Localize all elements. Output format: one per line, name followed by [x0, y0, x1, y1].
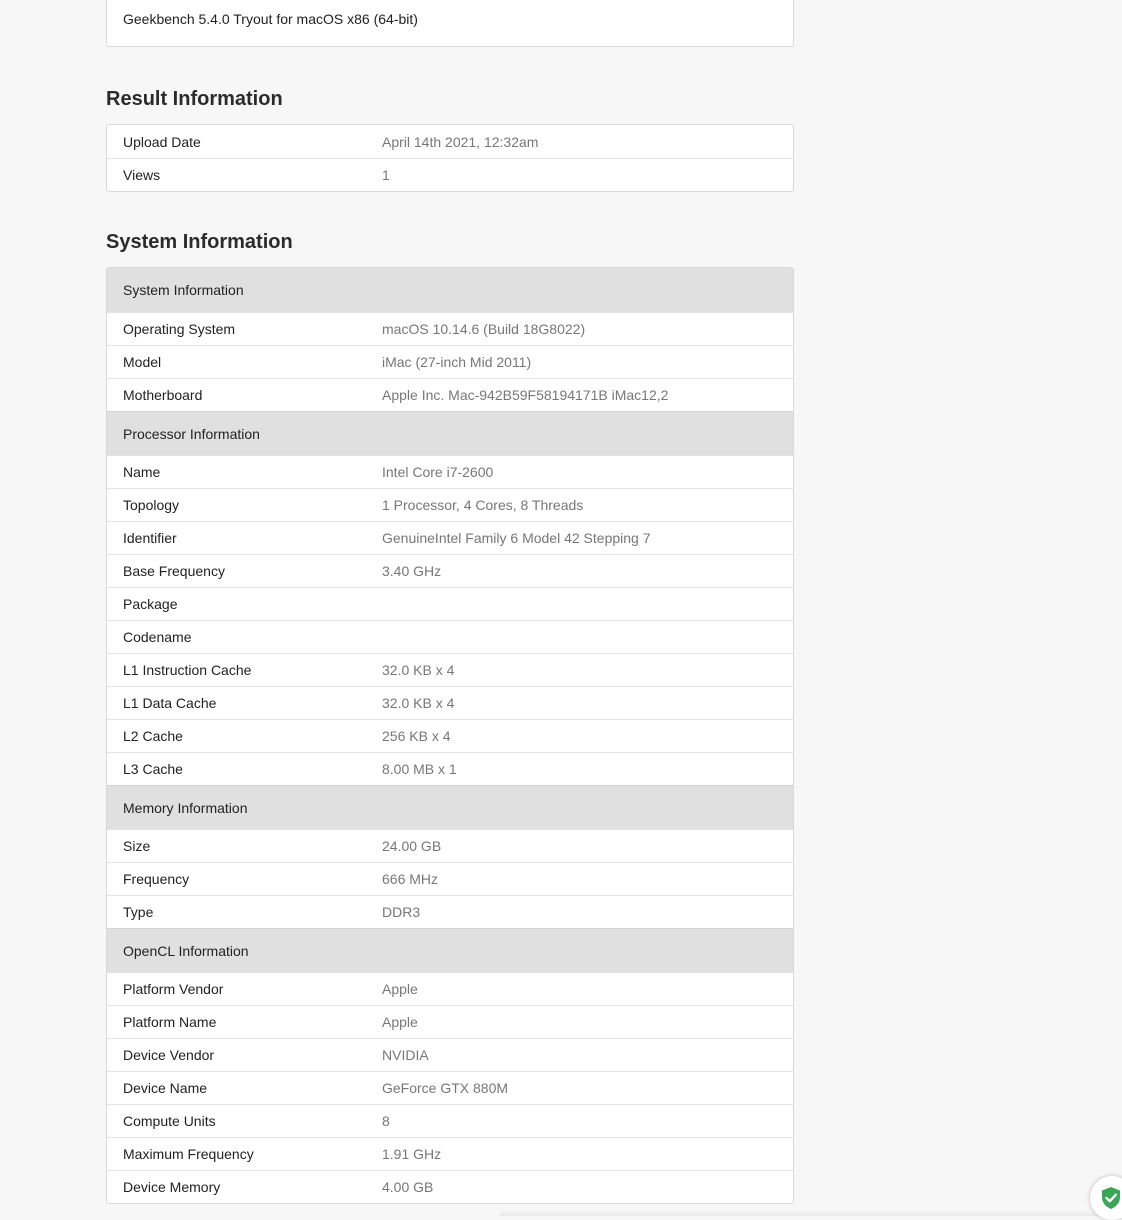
info-row-device-vendor — [107, 1038, 793, 1071]
info-row-topology — [107, 488, 793, 521]
result-info-title: Result Information — [106, 88, 283, 110]
row-label: Topology — [123, 497, 180, 513]
row-value: 1.91 GHz — [382, 1146, 442, 1162]
row-label: L1 Data Cache — [123, 695, 217, 711]
info-row-maximum-frequency — [107, 1137, 793, 1170]
row-label: Device Memory — [123, 1179, 221, 1195]
row-label: Operating System — [123, 321, 236, 337]
info-row-codename — [107, 620, 793, 653]
info-row-device-memory — [107, 1170, 793, 1203]
info-row-platform-name — [107, 1005, 793, 1038]
section-heading-memory-information: Memory Information — [107, 785, 793, 829]
row-label: Base Frequency — [123, 563, 225, 579]
row-label: Views — [123, 167, 161, 183]
row-value: April 14th 2021, 12:32am — [382, 133, 539, 150]
info-row-l1-instruction-cache — [107, 653, 793, 686]
row-value: 24.00 GB — [382, 838, 442, 854]
row-value: Intel Core i7-2600 — [382, 464, 494, 480]
row-value: macOS 10.14.6 (Build 18G8022) — [382, 321, 586, 337]
row-value: Apple — [382, 1014, 418, 1030]
info-row-platform-vendor — [107, 972, 793, 1005]
system-info-table — [106, 267, 794, 1204]
row-value: 32.0 KB x 4 — [382, 695, 455, 711]
info-row-l1-data-cache — [107, 686, 793, 719]
row-label: Upload Date — [123, 133, 201, 150]
row-label: Device Vendor — [123, 1047, 215, 1063]
row-value: 1 Processor, 4 Cores, 8 Threads — [382, 497, 584, 513]
row-label: Maximum Frequency — [123, 1146, 254, 1162]
row-label: Device Name — [123, 1080, 208, 1096]
row-value: GeForce GTX 880M — [382, 1080, 509, 1096]
info-row-upload-date — [107, 125, 793, 158]
row-value: 666 MHz — [382, 871, 439, 887]
info-row-base-frequency — [107, 554, 793, 587]
info-row-type — [107, 895, 793, 928]
system-info-title: System Information — [106, 231, 293, 253]
info-row-frequency — [107, 862, 793, 895]
info-row-views — [107, 158, 793, 191]
info-row-device-name — [107, 1071, 793, 1104]
section-heading-opencl-information: OpenCL Information — [107, 928, 793, 972]
info-row-size — [107, 829, 793, 862]
row-value: 3.40 GHz — [382, 563, 442, 579]
row-label: Frequency — [123, 871, 190, 887]
row-label: Identifier — [123, 530, 177, 546]
row-label: Platform Name — [123, 1014, 217, 1030]
row-value: Apple Inc. Mac-942B59F58194171B iMac12,2 — [382, 387, 669, 403]
row-value: 8 — [382, 1113, 390, 1129]
info-row-motherboard — [107, 378, 793, 411]
version-line: Geekbench 5.4.0 Tryout for macOS x86 (64-bit) — [123, 11, 418, 27]
row-label: Platform Vendor — [123, 981, 224, 997]
row-value: Apple — [382, 981, 418, 997]
row-label: Codename — [123, 629, 192, 645]
row-value: 32.0 KB x 4 — [382, 662, 455, 678]
row-value: DDR3 — [382, 904, 421, 920]
row-label: L2 Cache — [123, 728, 183, 744]
section-heading-processor-information: Processor Information — [107, 411, 793, 455]
row-label: Type — [123, 904, 154, 920]
row-label: Package — [123, 596, 178, 612]
info-row-operating-system — [107, 312, 793, 345]
row-value: GenuineIntel Family 6 Model 42 Stepping 7 — [382, 530, 651, 546]
shield-check-icon — [1100, 1186, 1122, 1210]
info-row-l2-cache — [107, 719, 793, 752]
row-value: NVIDIA — [382, 1047, 429, 1063]
row-label: Name — [123, 464, 161, 480]
row-label: L1 Instruction Cache — [123, 662, 252, 678]
info-row-name — [107, 455, 793, 488]
bottom-shadow — [500, 1210, 1122, 1216]
row-value: iMac (27-inch Mid 2011) — [382, 354, 532, 370]
section-heading-system-information: System Information — [107, 268, 793, 312]
result-info-table — [106, 124, 794, 192]
row-value: 256 KB x 4 — [382, 728, 451, 744]
row-label: Size — [123, 838, 151, 854]
row-label: Model — [123, 354, 162, 370]
row-value: 4.00 GB — [382, 1179, 434, 1195]
info-row-package — [107, 587, 793, 620]
row-value: 1 — [382, 167, 390, 183]
row-label: L3 Cache — [123, 761, 183, 777]
row-value: 8.00 MB x 1 — [382, 761, 457, 777]
info-row-identifier — [107, 521, 793, 554]
info-row-l3-cache — [107, 752, 793, 785]
version-card — [106, 0, 794, 47]
info-row-compute-units — [107, 1104, 793, 1137]
info-row-model — [107, 345, 793, 378]
row-label: Compute Units — [123, 1113, 216, 1129]
row-label: Motherboard — [123, 387, 203, 403]
